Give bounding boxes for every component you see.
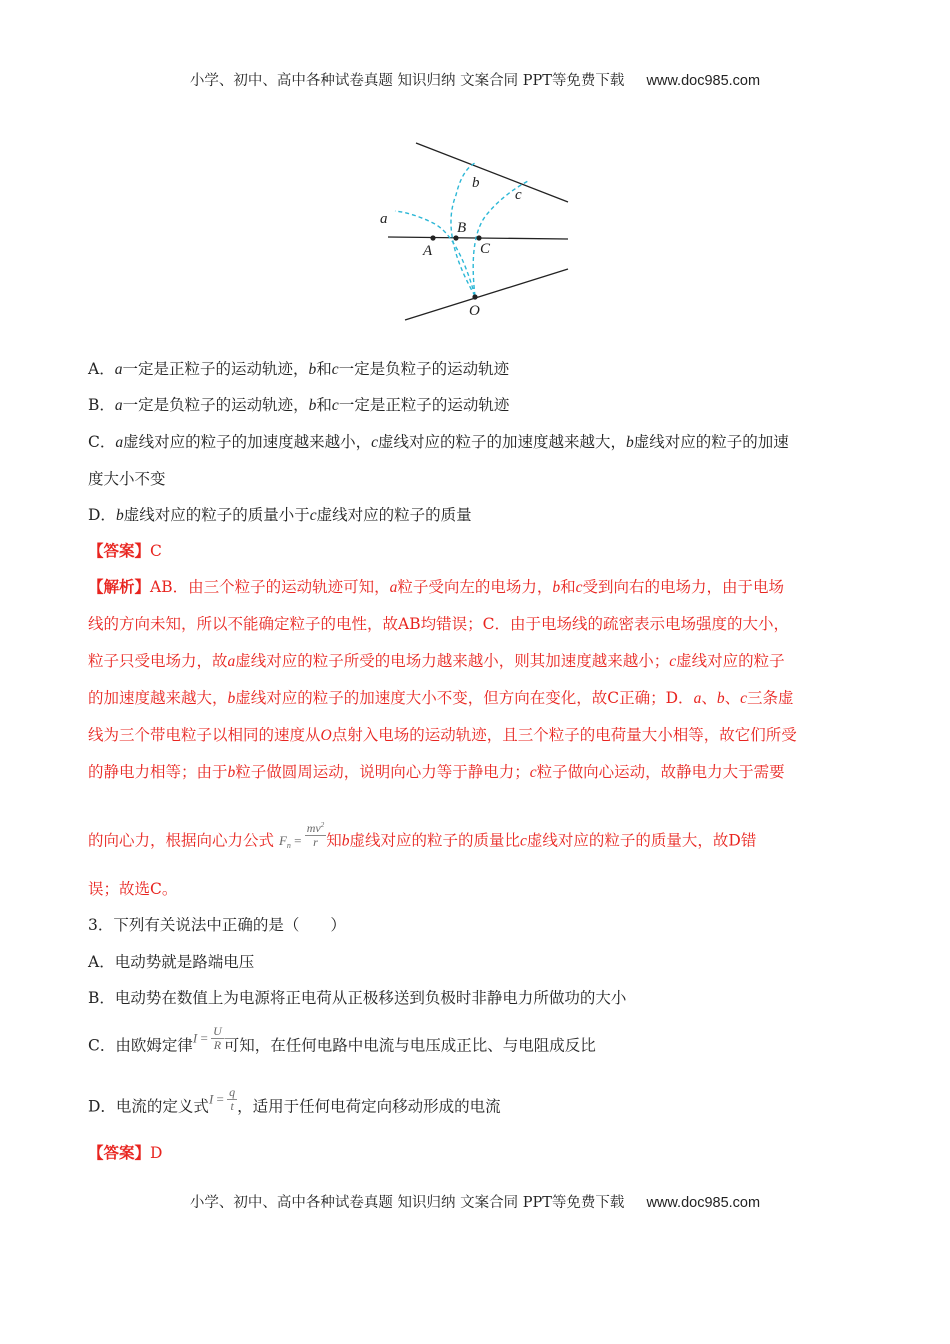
- q2-analysis-line2: 线的方向未知，所以不能确定粒子的电性，故AB均错误；C．由于电场线的疏密表示电场强度的大小，: [88, 615, 789, 633]
- q3-stem: 3．下列有关说法中正确的是（ ）: [88, 916, 346, 934]
- q2-option-c[interactable]: C．a虚线对应的粒子的加速度越来越小，c虚线对应的粒子的加速度越来越大，b虚线对应的粒子的加速: [88, 433, 789, 451]
- q2-analysis-line5: 线为三个带电粒子以相同的速度从O点射入电场的运动轨迹，且三个粒子的电荷量大小相等，故它们所受: [88, 726, 797, 744]
- current-formula: I = $\frac{q}{t}$: [208, 1085, 236, 1113]
- label-O: O: [469, 303, 480, 319]
- q2-analysis-line3: 粒子只受电场力，故a虚线对应的粒子所受的电场力越来越小，则其加速度越来越小；c虚线对应的粒子: [88, 652, 785, 670]
- q2-option-b[interactable]: B．a一定是负粒子的运动轨迹，b和c一定是正粒子的运动轨迹: [88, 396, 510, 414]
- footer-text: 小学、初中、高中各种试卷真题 知识归纳 文案合同 PPT等免费下载: [189, 1195, 625, 1211]
- q2-option-d[interactable]: D．b虚线对应的粒子的质量小于c虚线对应的粒子的质量: [88, 506, 472, 524]
- q3-option-c[interactable]: C．由欧姆定律I = $\frac{U}{R}$ 可知，在任何电路中电流与电压成正比、与电阻成反比: [88, 1024, 596, 1055]
- q2-option-a[interactable]: A．a一定是正粒子的运动轨迹，b和c一定是负粒子的运动轨迹: [88, 360, 510, 378]
- q3-answer: 【答案】D: [88, 1143, 163, 1162]
- q2-analysis-line7: 的向心力，根据向心力公式 Fn = $\frac{mv^2}{r}$ 知b虚线对应的粒子的质量比c虚线对应的粒子的质量大，故D错: [88, 826, 756, 857]
- ohm-formula: I = $\frac{U}{R}$: [192, 1024, 222, 1052]
- field-line-figure: [370, 135, 580, 325]
- q3-option-a[interactable]: A．电动势就是路端电压: [88, 953, 255, 971]
- field-line-top: [416, 143, 568, 202]
- label-b: b: [472, 175, 480, 191]
- label-B: B: [457, 220, 467, 236]
- q2-option-c-cont: 度大小不变: [88, 470, 166, 488]
- footer-url[interactable]: www.doc985.com: [646, 1195, 761, 1211]
- q3-option-d[interactable]: D．电流的定义式I = $\frac{q}{t}$ ，适用于任何电荷定向移动形成的电流: [88, 1085, 501, 1116]
- q2-answer: 【答案】C: [88, 541, 162, 560]
- q2-analysis-line8: 误；故选C。: [88, 880, 178, 898]
- page-header: [0, 69, 950, 90]
- point-A: [430, 235, 435, 240]
- point-O: [472, 294, 477, 299]
- label-c: c: [515, 187, 522, 203]
- point-C: [476, 235, 481, 240]
- field-line-bottom: [405, 269, 568, 320]
- label-a: a: [380, 211, 388, 227]
- q2-analysis-line4: 的加速度越来越大，b虚线对应的粒子的加速度大小不变，但方向在变化，故C正确；D．a、b、c三条虚: [88, 689, 794, 707]
- q3-option-b[interactable]: B．电动势在数值上为电源将正电荷从正极移送到负极时非静电力所做功的大小: [88, 989, 627, 1007]
- page-footer: [0, 1191, 950, 1212]
- point-B: [453, 235, 458, 240]
- label-A: A: [423, 243, 433, 259]
- header-text: 小学、初中、高中各种试卷真题 知识归纳 文案合同 PPT等免费下载: [189, 73, 625, 89]
- centripetal-formula: Fn = $\frac{mv^2}{r}$: [278, 821, 325, 850]
- q2-analysis-line1: 【解析】AB．由三个粒子的运动轨迹可知，a粒子受向左的电场力，b和c受到向右的电场力，由于电场: [88, 577, 785, 596]
- q2-analysis-line6: 的静电力相等；由于b粒子做圆周运动，说明向心力等于静电力；c粒子做向心运动，故静电力大于需要: [88, 763, 785, 781]
- header-url[interactable]: www.doc985.com: [646, 73, 761, 89]
- label-C: C: [480, 241, 491, 257]
